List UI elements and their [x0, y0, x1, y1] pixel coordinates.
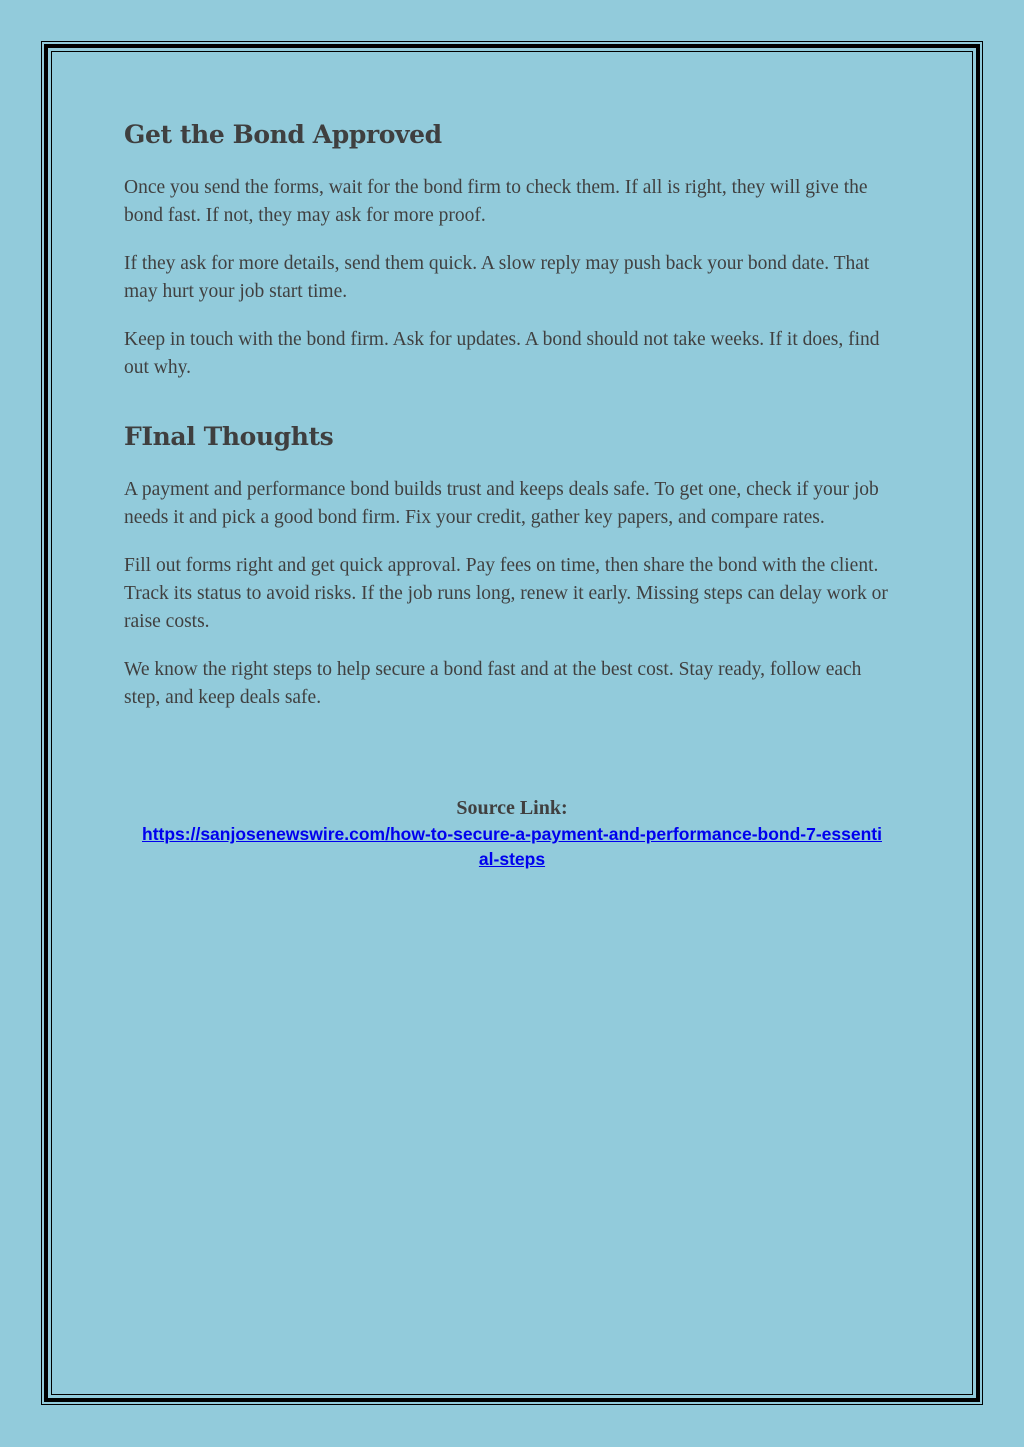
source-label: Source Link: — [456, 797, 568, 819]
document-body — [124, 118, 900, 732]
paragraph: Fill out forms right and get quick approval. Pay fees on time, then share the bond with the client. Track its status to avoid risks. If the job runs long, renew it early. Missing steps can delay work or raise costs. — [124, 555, 888, 632]
source-block — [124, 794, 900, 872]
paragraph: We know the right steps to help secure a bond fast and at the best cost. Stay ready, follow each step, and keep deals safe. — [124, 659, 862, 708]
section-get-bond-approved — [124, 118, 900, 382]
paragraph: Keep in touch with the bond firm. Ask for updates. A bond should not take weeks. If it does, find out why. — [124, 329, 880, 378]
section-heading: Get the Bond Approved — [124, 120, 442, 149]
paragraph: If they ask for more details, send them quick. A slow reply may push back your bond date. That may hurt your job start time. — [124, 253, 870, 302]
paragraph: A payment and performance bond builds trust and keeps deals safe. To get one, check if your job needs it and pick a good bond firm. Fix your credit, gather key papers, and compare rates. — [124, 479, 879, 528]
section-heading: FInal Thoughts — [124, 422, 334, 451]
section-final-thoughts — [124, 420, 900, 712]
paragraph: Once you send the forms, wait for the bond firm to check them. If all is right, they will give the bond fast. If not, they may ask for more proof. — [124, 177, 868, 226]
source-link[interactable]: https://sanjosenewswire.com/how-to-secure-a-payment-and-performance-bond-7-essential-steps — [142, 824, 882, 869]
